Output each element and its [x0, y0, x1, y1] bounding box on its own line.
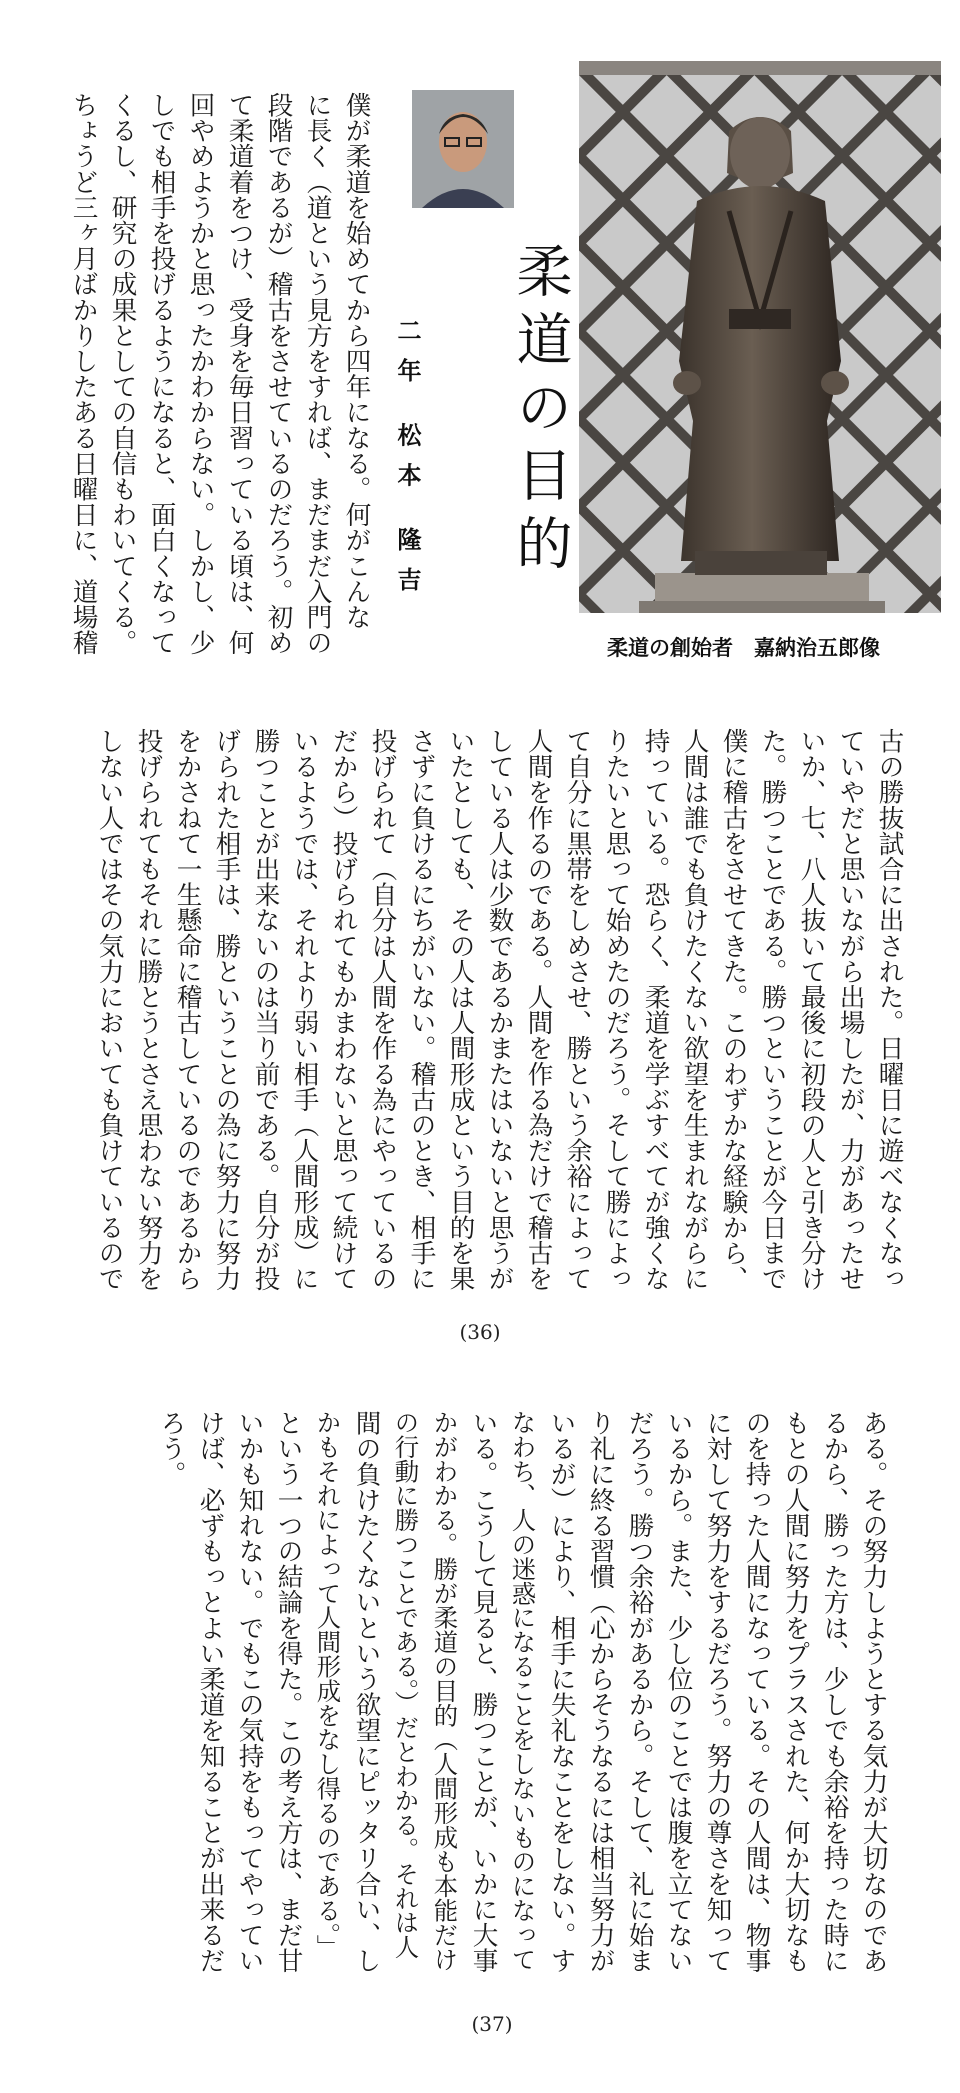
text-column: くるし、研究の成果としての自信もわいてくる。 — [107, 92, 138, 656]
text-column: ある。その努力しようとする気力が大切なのであ — [858, 1410, 889, 1974]
text-column: 持っている。恐らく、柔道を学ぶすべてが強くな — [640, 728, 671, 1292]
text-column: り礼に終る習慣（心からそうなるには相当努力が — [585, 1410, 616, 1974]
text-column: だから）投げられてもかまわないと思って続けて — [328, 728, 359, 1292]
text-column: りたいと思って始めたのだろう。そして勝によっ — [601, 728, 632, 1292]
text-column: いるから。また、少し位のことでは腹を立てない — [663, 1410, 694, 1974]
article-title: 柔道の目的 — [507, 242, 573, 582]
text-column: ちょうど三ヶ月ばかりしたある日曜日に、道場稽 — [68, 92, 99, 656]
text-column: ろう。 — [156, 1410, 187, 1487]
text-column: いるようでは、それより弱い相手（人間形成）に — [289, 728, 320, 1292]
author-portrait — [412, 90, 514, 208]
page-number: (37) — [471, 2012, 513, 2036]
text-column: かがわかる。勝が柔道の目的（人間形成も本能だけ — [429, 1410, 459, 1972]
text-column: のを持った人間になっている。その人間は、物事 — [741, 1410, 772, 1974]
text-column: ていやだと思いながら出場したが、力があったせ — [835, 728, 866, 1292]
photo-caption: 柔道の創始者 嘉納治五郎像 — [607, 636, 880, 660]
text-column: 人間を作るのである。人間を作る為だけで稽古を — [523, 728, 554, 1292]
text-column: かもそれによって人間形成をなし得るのである。」 — [312, 1410, 342, 1959]
text-column: て柔道着をつけ、受身を毎日習っている頃は、何 — [224, 92, 255, 656]
text-column: 投げられて（自分は人間を作る為にやっているの — [367, 728, 398, 1292]
text-column: だろう。勝つ余裕があるから。そして、礼に始ま — [624, 1410, 655, 1974]
text-column: 間の負けたくないという欲望にピッタリ合い、し — [351, 1410, 382, 1974]
text-column: という一つの結論を得た。この考え方は、まだ甘 — [273, 1410, 304, 1974]
text-column: いたとしても、その人は人間形成という目的を果 — [445, 728, 476, 1292]
text-column: さずに負けるにちがいない。稽古のとき、相手に — [406, 728, 437, 1292]
author-name: 二年 松本 隆吉 — [393, 318, 421, 607]
text-column: 投げられてもそれに勝とうとさえ思わない努力を — [133, 728, 164, 1292]
text-column: しない人ではその気力においても負けているので — [94, 728, 125, 1292]
text-column: いかも知れない。でもこの気持をもってやってい — [234, 1410, 265, 1974]
text-column: 人間は誰でも負けたくない欲望を生まれながらに — [679, 728, 710, 1292]
text-column: の行動に勝つことである。）だとわかる。それは人 — [390, 1410, 420, 1959]
text-column: に対して努力をするだろう。努力の尊さを知って — [702, 1410, 733, 1974]
text-column: げられた相手は、勝ということの為に努力に努力 — [211, 728, 242, 1292]
text-column: に長く（道という見方をすれば、まだまだ入門の — [302, 92, 333, 656]
statue-photo — [579, 61, 941, 613]
text-column: 古の勝抜試合に出された。日曜日に遊べなくなっ — [874, 728, 905, 1292]
text-column: るから、勝った方は、少しでも余裕を持った時に — [819, 1410, 850, 1974]
text-column: しでも相手を投げるようになると、面白くなって — [146, 92, 177, 656]
text-column: 僕に稽古をさせてきた。このわずかな経験から、 — [718, 728, 749, 1292]
text-column: をかさねて一生懸命に稽古しているのであるから — [172, 728, 203, 1292]
text-column: 僕が柔道を始めてから四年になる。何がこんな — [341, 92, 372, 630]
page-number: (36) — [459, 1320, 501, 1344]
text-column: た。勝つことである。勝つということが今日まで — [757, 728, 788, 1292]
text-column: いか、七、八人抜いて最後に初段の人と引き分け — [796, 728, 827, 1292]
text-column: 回やめようかと思ったかわからない。しかし、少 — [185, 92, 216, 656]
text-column: て自分に黒帯をしめさせ、勝という余裕によって — [562, 728, 593, 1292]
text-column: なわち、人の迷惑になることをしないものになって — [507, 1410, 537, 1972]
text-column: いる。こうして見ると、勝つことが、いかに大事 — [468, 1410, 499, 1974]
text-column: 段階であるが）稽古をさせているのだろう。初め — [263, 92, 294, 656]
text-column: いるが）により、相手に失礼なことをしない。す — [546, 1410, 577, 1974]
text-column: けば、必ずもっとよい柔道を知ることが出来るだ — [195, 1410, 226, 1974]
text-column: している人は少数であるかまたはいないと思うが — [484, 728, 515, 1292]
text-column: 勝つことが出来ないのは当り前である。自分が投 — [250, 728, 281, 1292]
text-column: もとの人間に努力をプラスされた、何か大切なも — [780, 1410, 811, 1974]
